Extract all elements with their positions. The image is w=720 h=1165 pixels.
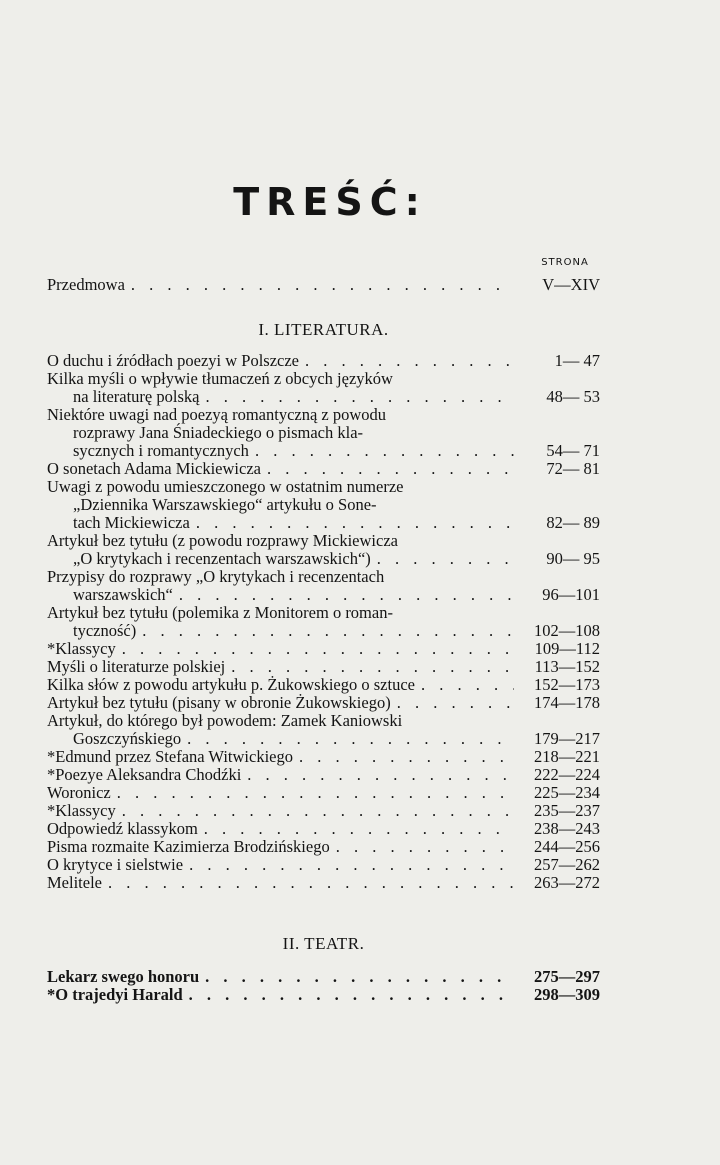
- entry-pages: 263—272: [534, 873, 600, 892]
- toc-entry: [47, 820, 600, 838]
- entry-title-continuation: tach Mickiewicza: [73, 513, 190, 532]
- entry-pages: 113—152: [534, 657, 600, 676]
- entry-pages: 174—178: [534, 693, 600, 712]
- entry-title-continuation: „Dziennika Warszawskiego“ artykułu o Sone-: [73, 495, 377, 514]
- leader-dots: [421, 676, 514, 694]
- entry-title: *Poezye Aleksandra Chodźki: [47, 765, 242, 784]
- entry-title: Kilka myśli o wpływie tłumaczeń z obcych języków: [47, 369, 393, 388]
- toc-entry: [47, 676, 600, 694]
- entry-pages: 257—262: [534, 855, 600, 874]
- page-column-label: STRONA: [541, 257, 589, 268]
- toc-entry: [47, 640, 600, 658]
- entry-pages: 152—173: [534, 675, 600, 694]
- entry-title: *O trajedyi Harald: [47, 985, 183, 1004]
- entry-pages: 102—108: [534, 621, 600, 640]
- leader-dots: [305, 352, 514, 370]
- entry-pages: 82— 89: [546, 513, 600, 532]
- entry-pages: 179—217: [534, 729, 600, 748]
- toc-entry: [47, 986, 600, 1004]
- entry-title: O krytyce i sielstwie: [47, 855, 184, 874]
- entry-title: Myśli o literaturze polskiej: [47, 657, 226, 676]
- entry-title: Uwagi z powodu umieszczonego w ostatnim numerze: [47, 477, 404, 496]
- toc-entry: [47, 856, 600, 874]
- toc-entry: [47, 802, 600, 820]
- entry-title: Przedmowa: [47, 275, 125, 294]
- toc-entry: [47, 874, 600, 892]
- leader-dots: [196, 514, 514, 532]
- entry-pages: 109—112: [534, 639, 600, 658]
- entry-pages: 238—243: [534, 819, 600, 838]
- entry-title: Odpowiedź klassykom: [47, 819, 198, 838]
- toc-entry: [47, 568, 600, 604]
- leader-dots: [255, 442, 514, 460]
- entry-pages: 244—256: [534, 837, 600, 856]
- entry-title: Artykuł, do którego był powodem: Zamek Kaniowski: [47, 711, 403, 730]
- toc-entry: [47, 784, 600, 802]
- section-heading-teatr: II. TEATR.: [282, 934, 365, 953]
- entry-title-continuation: tyczność): [73, 621, 137, 640]
- entry-title: Niektóre uwagi nad poezyą romantyczną z powodu: [47, 405, 387, 424]
- entry-title-continuation: Goszczyńskiego: [73, 729, 182, 748]
- entry-title: Woronicz: [47, 783, 111, 802]
- entry-title: O sonetach Adama Mickiewicza: [47, 459, 261, 478]
- toc-entry: [47, 604, 600, 640]
- leader-dots: [231, 658, 514, 676]
- leader-dots: [299, 748, 514, 766]
- toc-entry: [47, 460, 600, 478]
- entry-pages: V—XIV: [542, 275, 600, 294]
- leader-dots: [179, 586, 514, 604]
- leader-dots: [267, 460, 514, 478]
- entry-title: Artykuł bez tytułu (pisany w obronie Żukowskiego): [47, 693, 391, 712]
- entry-title-continuation: „O krytykach i recenzentach warszawskich“): [73, 549, 371, 568]
- entry-pages: 235—237: [534, 801, 600, 820]
- toc-entry: [47, 968, 600, 986]
- section-literatura: [47, 352, 600, 892]
- entry-pages: 54— 71: [546, 441, 600, 460]
- leader-dots: [117, 784, 514, 802]
- entry-pages: 298—309: [534, 985, 600, 1004]
- entry-title: Melitele: [47, 873, 102, 892]
- entry-title: Lekarz swego honoru: [47, 967, 200, 986]
- toc-entry: [47, 478, 600, 532]
- entry-title: *Klassycy: [47, 639, 116, 658]
- entry-title: *Edmund przez Stefana Witwickiego: [47, 747, 293, 766]
- leader-dots: [187, 730, 514, 748]
- leader-dots: [204, 820, 514, 838]
- leader-dots: [205, 968, 514, 986]
- leader-dots: [142, 622, 514, 640]
- entry-title-continuation: warszawskich“: [73, 585, 173, 604]
- leader-dots: [377, 550, 514, 568]
- toc-entry: [47, 712, 600, 748]
- entry-pages: 1— 47: [554, 351, 600, 370]
- section-teatr: [47, 968, 600, 1004]
- toc-entry: [47, 838, 600, 856]
- entry-pages: 48— 53: [546, 387, 600, 406]
- page-title: TREŚĆ:: [233, 180, 427, 224]
- leader-dots: [189, 856, 514, 874]
- section-heading-literatura: I. LITERATURA.: [258, 320, 389, 339]
- toc-entry: [47, 370, 600, 406]
- leader-dots: [108, 874, 514, 892]
- entry-title: Kilka słów z powodu artykułu p. Żukowskiego o sztuce: [47, 675, 415, 694]
- entry-title-continuation: sycznych i romantycznych: [73, 441, 249, 460]
- entry-pages: 275—297: [534, 967, 600, 986]
- toc-entry: [47, 658, 600, 676]
- entry-pages: 222—224: [534, 765, 600, 784]
- toc-entry: [47, 748, 600, 766]
- leader-dots: [189, 986, 514, 1004]
- entry-title-continuation: na literaturę polską: [73, 387, 200, 406]
- entry-pages: 72— 81: [546, 459, 600, 478]
- toc-entry: [47, 406, 600, 460]
- toc-entry: [47, 766, 600, 784]
- toc-entry: [47, 276, 600, 294]
- entry-title-continuation: rozprawy Jana Śniadeckiego o pismach kla-: [73, 423, 364, 442]
- preface-entry: [47, 276, 600, 294]
- entry-title: Pisma rozmaite Kazimierza Brodzińskiego: [47, 837, 330, 856]
- toc-entry: [47, 352, 600, 370]
- entry-title: *Klassycy: [47, 801, 116, 820]
- leader-dots: [122, 640, 514, 658]
- leader-dots: [205, 388, 514, 406]
- leader-dots: [131, 276, 514, 294]
- toc-entry: [47, 694, 600, 712]
- leader-dots: [397, 694, 514, 712]
- entry-pages: 225—234: [534, 783, 600, 802]
- entry-pages: 90— 95: [546, 549, 600, 568]
- entry-title: Artykuł bez tytułu (polemika z Monitorem o roman-: [47, 603, 393, 622]
- entry-title: O duchu i źródłach poezyi w Polszcze: [47, 351, 299, 370]
- entry-pages: 96—101: [542, 585, 600, 604]
- toc-entry: [47, 532, 600, 568]
- entry-title: Przypisy do rozprawy „O krytykach i recenzentach: [47, 567, 385, 586]
- entry-title: Artykuł bez tytułu (z powodu rozprawy Mickiewicza: [47, 531, 398, 550]
- leader-dots: [336, 838, 514, 856]
- leader-dots: [122, 802, 514, 820]
- leader-dots: [247, 766, 514, 784]
- entry-pages: 218—221: [534, 747, 600, 766]
